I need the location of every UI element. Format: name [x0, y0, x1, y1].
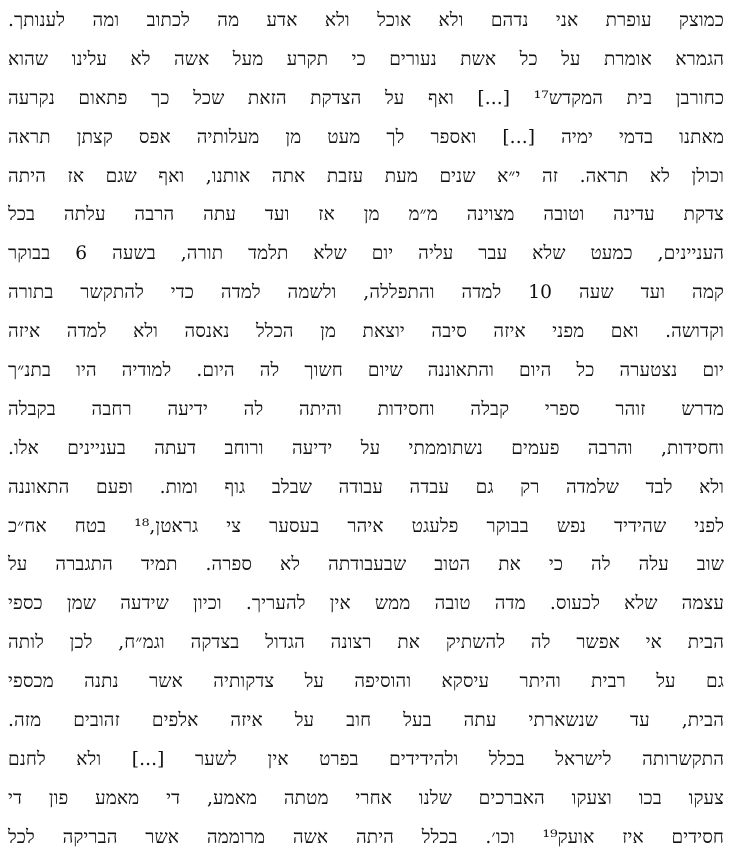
text-line: ולא לבד שלמדה רק גם עבדה עבודה שבלב גוף ומות. ופעם התאוננה [8, 476, 724, 498]
text-line: כחורבן בית המקדש¹⁷ [...] ואף על הצדקת הזאת שכל כך פתאום נקרעה [8, 87, 725, 109]
text-line: צדקת עדינה וטובה מצוינה מ״מ מן אז ועד עתה הרבה עלתה בכל [8, 204, 724, 226]
text-line: גם על רבית והיתר עיסקא והוסיפה על צדקותיה אשר נתנה מכספי [8, 671, 724, 693]
text-line: הגמרא אומרת על כל אשת נעורים כי תקרע מעל אשה לא עלינו שהוא [8, 48, 724, 70]
text-line: התקשרותה לישראל בכלל ולהידידים בפרט אין לשער [...] ולא לחנם [8, 748, 724, 770]
text-line: שוב עלה לה כי את הטוב שבעבודתה לא ספרה. תמיד התגברה על [8, 554, 724, 576]
text-line: מאתנו בדמי ימיה [...] ואספר לך מעט מן מעלותיה אפס קצתן תראה [8, 126, 724, 148]
text-line: קמה ועד שעה 10 למדה והתפללה, ולשמה למדה כדי להתקשר בתורה [8, 282, 724, 304]
text-line: צעקו בכו וצעקו האברכים שלנו אחרי מטתה מאמע, די מאמע פון די [8, 787, 724, 809]
text-line: וקדושה. ואם מפני איזה סיבה יוצאת מן הכלל נאנסה ולא למדה איזה [8, 321, 724, 343]
text-line: וכולן לא תראה. זה י״א שנים מעת עזבת אתה אותנו, ואף שגם אז היתה [8, 165, 724, 187]
text-line: וחסידות, והרבה פעמים נשתוממתי על ידיעה ורוחב דעתה בעניינים אלו. [8, 437, 724, 459]
text-line: הבית אי אפשר לה להשתיק את רצונה הגדול בצדקה וגמ״ח, לכן לותה [8, 632, 724, 654]
text-line: לפני שהידיד נפש בבוקר פלעגט איהר בעסער צי גראטן,¹⁸ בטח אח״כ [8, 515, 724, 537]
text-line: מדרש זוהר ספרי קבלה וחסידות והיתה לה ידיעה רחבה בקבלה [8, 398, 724, 420]
text-line: חסידים איז אועק¹⁹ וכו׳. בכלל היתה אשה מרוממה אשר הבריקה לכל [8, 826, 724, 848]
text-line: העניינים, כמעט שלא עבר עליה יום שלא תלמד תורה, בשעה 6 בבוקר [8, 243, 724, 265]
text-line: הבית, עד שנשארתי עתה בעל חוב על איזה אלפים זהובים מזה. [8, 710, 724, 732]
text-line: עצמה שלא לכעוס. מדה טובה ממש אין להעריך. וכיון שידעה שמן כספי [8, 593, 725, 615]
text-line: יום נצטערה כל היום והתאוננה שיום חשוך לה היום. למודיה היו בתנ״ך [8, 360, 724, 382]
text-line: כמוצק עופרת אני נדהם ולא אוכל ולא אדע מה לכתוב ומה לענותך. [8, 10, 724, 31]
